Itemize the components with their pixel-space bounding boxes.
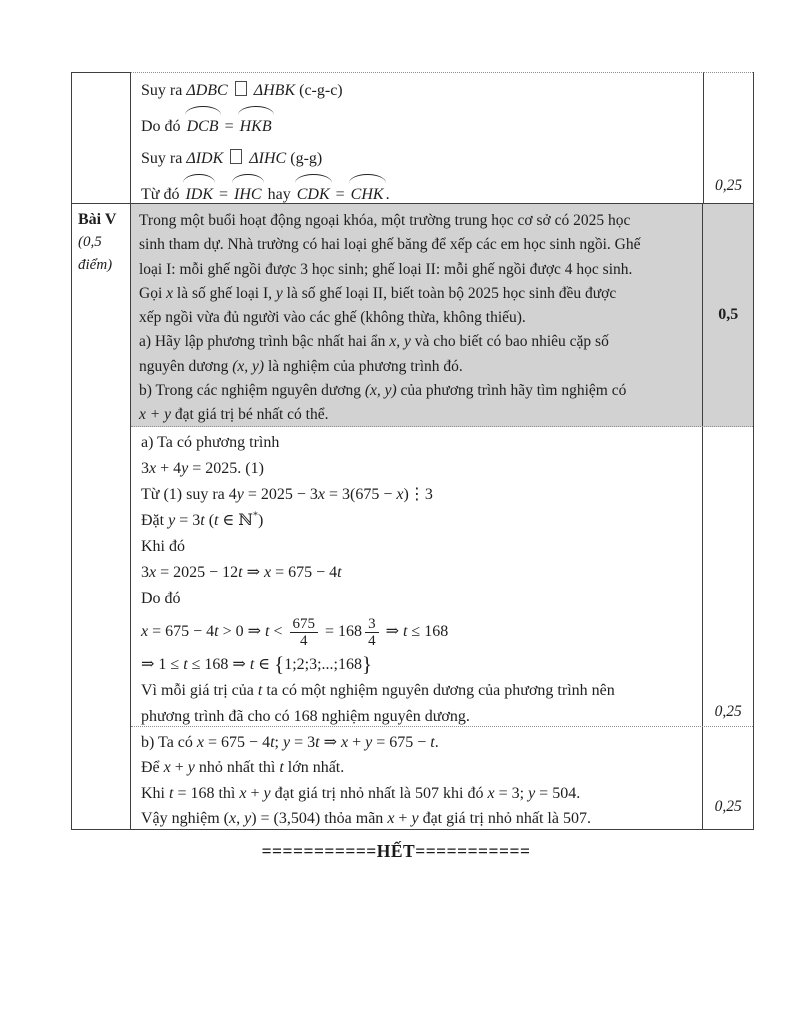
text-segment: Để [141, 759, 164, 777]
text-segment: < [269, 623, 287, 640]
text-line [141, 652, 696, 678]
text-segment: = 3 [175, 512, 201, 529]
text-line [141, 143, 697, 175]
text-segment: phương trình đã cho có 168 nghiệm nguyên dương. [141, 708, 470, 725]
text-segment: = 2025 − 12 [156, 564, 239, 581]
fraction-numerator: 675 [290, 616, 319, 633]
text-segment: ) [257, 512, 264, 529]
text-segment: = 3; [494, 784, 529, 802]
text-segment: ⇒ 1 ≤ [141, 656, 184, 673]
text-segment: = 168 [321, 623, 363, 640]
text-segment: ∈ [254, 656, 275, 673]
similarity-symbol-box-icon [230, 149, 242, 164]
text-segment: x [396, 486, 404, 503]
text-segment: x [387, 810, 395, 828]
angle-arc-text: CDK [295, 179, 332, 203]
text-segment: t [315, 734, 320, 751]
problem-v-right-columns [131, 204, 753, 830]
text-segment: x [149, 460, 157, 477]
text-segment: a) Hãy lập phương trình bậc nhất hai ẩn [139, 333, 390, 351]
text-segment: = 675 − 4 [148, 623, 215, 640]
text-segment: x [239, 784, 247, 802]
problem-id: Bài V [78, 211, 117, 228]
math-fraction [365, 616, 379, 649]
text-line [141, 586, 696, 612]
text-line [141, 175, 697, 203]
text-segment: . [385, 186, 390, 203]
text-segment: = 675 − 4 [271, 564, 338, 581]
score-cell [703, 427, 753, 726]
text-segment: x [163, 759, 171, 777]
end-marker: ===========HẾT=========== [261, 841, 531, 861]
text-segment: y [411, 810, 419, 828]
text-segment: xếp ngồi vừa đủ người vào các ghế (không thừa, không thiếu). [139, 309, 526, 327]
text-segment: là số ghế loại I, [173, 284, 276, 302]
table-row-problem-v [72, 204, 753, 830]
text-line [139, 233, 698, 257]
text-segment: = 2025 − 3 [243, 486, 318, 503]
text-segment: (g-g) [286, 150, 323, 167]
text-segment: ta có một nghiệm nguyên dương của phương trình nên [262, 682, 615, 699]
text-line [139, 306, 698, 330]
text-segment: t [265, 623, 270, 640]
text-segment: y [528, 784, 536, 802]
angle-arc-text: IDK [183, 179, 215, 203]
text-segment: Do đó [141, 118, 185, 135]
text-segment: và cho biết có bao nhiêu cặp số [410, 333, 609, 351]
text-segment: loại I: mỗi ghế ngồi được 3 học sinh; ghế loại II: mỗi ghế ngồi được 4 học sinh. [139, 260, 633, 278]
text-segment: } [362, 652, 373, 676]
problem-statement-row [131, 204, 753, 427]
text-segment: là số ghế loại II, biết toàn bộ 2025 học sinh đều được [282, 284, 617, 302]
grading-rubric-table [71, 72, 754, 830]
text-segment: đạt giá trị nhỏ nhất là 507 khi đó [270, 784, 488, 802]
content-cell [131, 727, 703, 830]
text-segment: (x, y) [232, 357, 265, 375]
text-line [141, 755, 696, 780]
text-line [141, 560, 696, 586]
text-segment: Do đó [141, 590, 181, 607]
text-line [141, 704, 696, 726]
text-segment: đạt giá trị nhỏ nhất là 507. [418, 810, 591, 828]
text-segment: + [170, 759, 188, 777]
text-segment: (c-g-c) [295, 82, 343, 99]
text-segment: = [215, 186, 233, 203]
text-segment: y [275, 284, 283, 302]
text-segment: > 0 ⇒ [218, 623, 266, 640]
text-line [139, 209, 698, 233]
text-line [141, 730, 696, 755]
content-cell [131, 72, 704, 203]
text-segment: x + y [139, 406, 171, 424]
text-segment: = [331, 186, 349, 203]
table-row-continuation [72, 72, 753, 204]
text-segment: ) = (3,504) thỏa mãn [251, 810, 388, 828]
text-segment: 1;2;3;...;168 [284, 656, 362, 673]
text-segment: x [196, 734, 205, 751]
problem-points-line1: (0,5 [78, 234, 102, 250]
text-segment: ΔIDK [186, 150, 224, 167]
text-segment: , [236, 810, 245, 828]
angle-arc-text: HKB [238, 111, 274, 143]
text-segment: x [487, 784, 495, 802]
text-segment: ∈ ℕ [218, 512, 253, 529]
text-segment: nguyên dương [139, 357, 233, 375]
text-segment: = 504. [535, 784, 581, 802]
score-value: 0,5 [718, 306, 739, 323]
text-segment: x [317, 486, 326, 503]
text-segment: t [257, 682, 263, 699]
text-segment: = 675 − 4 [204, 734, 271, 751]
content-cell [131, 204, 703, 426]
text-segment: t [169, 784, 174, 802]
text-segment: Khi [141, 784, 169, 802]
score-cell [703, 204, 753, 426]
text-segment: x [149, 564, 157, 581]
text-segment: t [337, 564, 342, 581]
text-segment: ⇒ [319, 734, 341, 751]
angle-arc-text: CHK [349, 179, 386, 203]
text-segment: Từ (1) suy ra 4 [141, 486, 237, 503]
text-segment: ; [274, 734, 283, 751]
text-line [139, 355, 698, 379]
score-cell [703, 727, 753, 830]
text-segment: + [246, 784, 264, 802]
text-segment: x [228, 810, 237, 828]
text-segment: t [214, 512, 219, 529]
text-segment: t [430, 734, 435, 751]
text-line [141, 806, 696, 830]
text-line [139, 330, 698, 354]
text-segment: . [434, 734, 439, 751]
text-segment: a) Ta có phương trình [141, 434, 280, 451]
text-segment: t [200, 512, 205, 529]
similarity-symbol-box-icon [235, 81, 247, 96]
text-segment: hay [263, 186, 295, 203]
text-segment: b) Ta có [141, 734, 197, 751]
text-segment: ≤ 168 ⇒ [187, 656, 250, 673]
text-segment: 3 [141, 460, 149, 477]
score-value: 0,25 [714, 703, 742, 720]
score-cell [704, 72, 753, 203]
text-segment: ( [204, 512, 215, 529]
text-segment: ΔIHC [249, 150, 287, 167]
text-segment: = 3 [290, 734, 316, 751]
text-segment: của phương trình hãy tìm nghiệm có [396, 382, 627, 400]
text-line [141, 456, 696, 482]
text-segment: y [168, 512, 176, 529]
text-line [139, 258, 698, 282]
text-segment: ≤ 168 [407, 623, 449, 640]
text-segment: y [365, 734, 373, 751]
math-fraction [290, 616, 319, 649]
angle-arc-text: DCB [185, 111, 221, 143]
text-segment: t [238, 564, 243, 581]
text-segment: x, y [389, 333, 411, 351]
solution-a-row [131, 427, 753, 727]
text-segment: y [244, 810, 252, 828]
problem-points-line2: điểm) [78, 257, 113, 273]
text-line [139, 379, 698, 403]
text-line [141, 612, 696, 652]
text-segment: Khi đó [141, 538, 185, 555]
text-segment: x [264, 564, 272, 581]
text-line [141, 678, 696, 704]
text-segment: đạt giá trị bé nhất có thể. [170, 406, 329, 424]
text-line [141, 534, 696, 560]
text-segment: Trong một buổi hoạt động ngoại khóa, một trường trung học cơ sở có 2025 học [139, 212, 631, 229]
text-segment: = 3(675 − [325, 486, 397, 503]
text-segment: (x, y) [364, 382, 397, 400]
text-segment: nhỏ nhất thì [194, 759, 280, 777]
problem-label-cell [72, 204, 131, 830]
text-segment: t [270, 734, 275, 751]
content-cell [131, 427, 703, 726]
text-segment: * [252, 510, 258, 522]
text-segment: + 4 [156, 460, 182, 477]
text-segment: )⋮3 [403, 486, 433, 503]
score-value: 0,25 [714, 177, 743, 194]
text-segment: là nghiệm của phương trình đó. [264, 357, 463, 375]
text-segment: Suy ra [141, 150, 187, 167]
text-segment: = [220, 118, 238, 135]
text-line [139, 282, 698, 306]
text-segment: t [279, 759, 284, 777]
text-segment: y [236, 486, 244, 503]
text-segment: y [263, 784, 271, 802]
text-segment: t [249, 656, 255, 673]
score-value: 0,25 [714, 798, 742, 815]
problem-label-cell-empty [72, 72, 131, 203]
text-line [141, 75, 697, 107]
text-segment: = 675 − [372, 734, 431, 751]
text-segment: ΔDBC [186, 82, 228, 99]
text-segment: ΔHBK [253, 82, 296, 99]
fraction-denominator: 4 [300, 632, 308, 649]
text-line [141, 482, 696, 508]
text-segment: + [394, 810, 412, 828]
text-segment: = 2025. (1) [188, 460, 264, 477]
text-line [141, 430, 696, 456]
text-segment: x [141, 623, 149, 640]
text-segment: ⇒ [381, 623, 403, 640]
text-segment: ⇒ [242, 564, 265, 581]
text-segment: Vì mỗi giá trị của [141, 682, 258, 699]
text-segment: x [340, 734, 349, 751]
text-segment: t [183, 656, 188, 673]
text-segment: Vậy nghiệm ( [141, 810, 229, 828]
text-segment: + [348, 734, 366, 751]
text-line [141, 107, 697, 143]
text-segment: = 168 thì [173, 784, 240, 802]
text-segment: sinh tham dự. Nhà trường có hai loại ghế băng để xếp các em học sinh ngồi. Ghế [139, 236, 641, 254]
text-segment: b) Trong các nghiệm nguyên dương [139, 382, 365, 400]
text-segment: t [402, 623, 408, 640]
fraction-numerator: 3 [365, 616, 379, 633]
text-segment: y [181, 460, 189, 477]
text-segment: lớn nhất. [283, 759, 345, 777]
text-line [141, 781, 696, 806]
text-segment: { [274, 652, 285, 676]
text-segment: x [166, 284, 174, 302]
solution-b-row [131, 727, 753, 830]
text-segment: y [282, 734, 291, 751]
text-segment: Đặt [141, 512, 169, 529]
text-segment: 3 [141, 564, 149, 581]
text-line [139, 403, 698, 426]
text-segment: Từ đó [141, 186, 184, 203]
fraction-denominator: 4 [368, 632, 376, 649]
text-line [141, 508, 696, 534]
text-segment: t [214, 623, 219, 640]
text-segment: Suy ra [141, 82, 187, 99]
angle-arc-text: IHC [232, 179, 264, 203]
text-segment: Gọi [139, 284, 167, 302]
text-segment: y [187, 759, 195, 777]
